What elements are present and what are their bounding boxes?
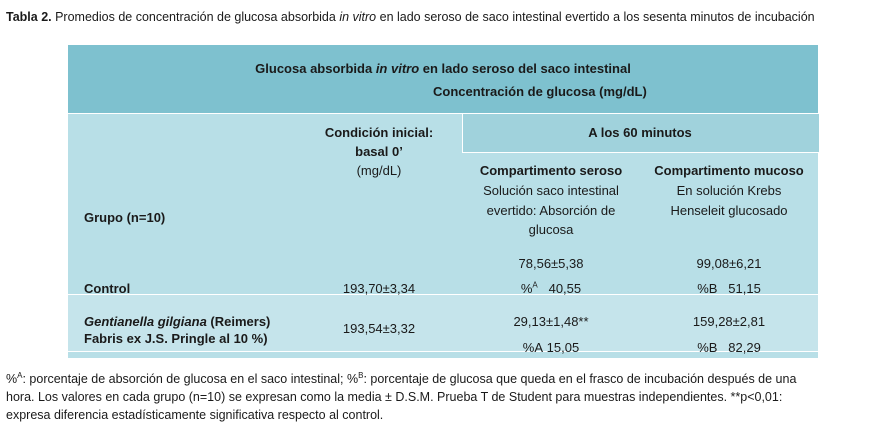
col-60-header: A los 60 minutos (588, 125, 692, 140)
header-title (68, 60, 818, 78)
row-control-seroso-pct-sup: A (532, 280, 538, 290)
row-gentianella-mucoso-pct-value: 82,29 (728, 340, 761, 355)
footnote-line1 (6, 370, 886, 388)
row-control-mucoso-pct-label: %B (697, 281, 718, 296)
table-header-band (68, 45, 818, 114)
col-basal-unit: (mg/dL) (356, 163, 402, 178)
footnote-pct-a-sup: A (17, 370, 23, 380)
col-basal-line1: Condición inicial: (324, 125, 434, 140)
row-gentianella-name-line2: Fabris ex J.S. Pringle al 10 %) (84, 331, 268, 346)
row-gentianella-seroso-pct-label: %A (522, 340, 544, 355)
group-label: Grupo (n=10) (84, 210, 166, 225)
row-gentianella-seroso-value: 29,13±1,48** (513, 314, 589, 329)
row-gentianella-name (84, 313, 270, 331)
row-gentianella-mucoso-pct (640, 339, 818, 357)
row-control-mucoso-pct-value: 51,15 (728, 281, 761, 296)
row-control-name: Control (84, 281, 131, 296)
header-title-after: en lado seroso del saco intestinal (419, 61, 631, 76)
col-seroso-line3: glucosa (528, 222, 574, 237)
row-control-seroso-value: 78,56±5,38 (518, 256, 584, 271)
caption-italic: in vitro (339, 10, 377, 24)
col-basal-line2: basal 0’ (355, 144, 403, 159)
data-table (68, 45, 818, 358)
header-title-before: Glucosa absorbida (255, 61, 376, 76)
row-control-seroso-pct (462, 280, 640, 298)
col-mucoso-line1: En solución Krebs (676, 183, 782, 198)
row-gentianella-seroso-pct-value: 15,05 (546, 340, 580, 355)
footnote-pct-b-sup: B (358, 370, 364, 380)
footnote-text-c: : porcentaje de glucosa que queda en el frasco de incubación después de una (363, 372, 797, 386)
row-gentianella-mucoso-pct-label: %B (697, 340, 718, 355)
table-footnote (6, 370, 886, 424)
col-seroso-title: Compartimento seroso (479, 163, 623, 178)
row-gentianella-name-italic: Gentianella gilgiana (84, 314, 207, 329)
row-gentianella-seroso-pct (462, 339, 640, 357)
row-control-seroso-pct-value: 40,55 (548, 281, 582, 296)
caption-text-before: Promedios de concentración de glucosa absorbida (51, 10, 340, 24)
row-gentianella-basal: 193,54±3,32 (342, 321, 416, 336)
col-mucoso-title: Compartimento mucoso (654, 163, 804, 178)
caption-text-after: en lado seroso de saco intestinal evertido a los sesenta minutos de incubación (376, 10, 815, 24)
header-subtitle: Concentración de glucosa (mg/dL) (433, 84, 647, 99)
header-title-italic: in vitro (375, 61, 420, 76)
table-caption (6, 10, 886, 24)
row-control-mucoso-pct (640, 280, 818, 298)
row-gentianella-name-rest: (Reimers) (206, 314, 271, 329)
row-control-mucoso-value: 99,08±6,21 (696, 256, 762, 271)
row-control-seroso-pct-label: % (520, 281, 533, 296)
col-seroso-line2: evertido: Absorción de (486, 203, 616, 218)
footnote-line2: hora. Los valores en cada grupo (n=10) se expresan como la media ± D.S.M. Prueba T de Student para muestras independientes. **p<0,01: (6, 390, 783, 404)
col-seroso-line1: Solución saco intestinal (483, 183, 619, 198)
row-gentianella-mucoso-value: 159,28±2,81 (692, 314, 766, 329)
footnote-line3: expresa diferencia estadísticamente significativa respecto al control. (6, 408, 384, 422)
row-control-basal: 193,70±3,34 (342, 281, 416, 296)
col-mucoso-line2: Henseleit glucosado (670, 203, 788, 218)
caption-label: Tabla 2. (6, 10, 52, 24)
footnote-text-b: : porcentaje de absorción de glucosa en el saco intestinal; % (22, 372, 359, 386)
footnote-pct-a: % (6, 372, 18, 386)
